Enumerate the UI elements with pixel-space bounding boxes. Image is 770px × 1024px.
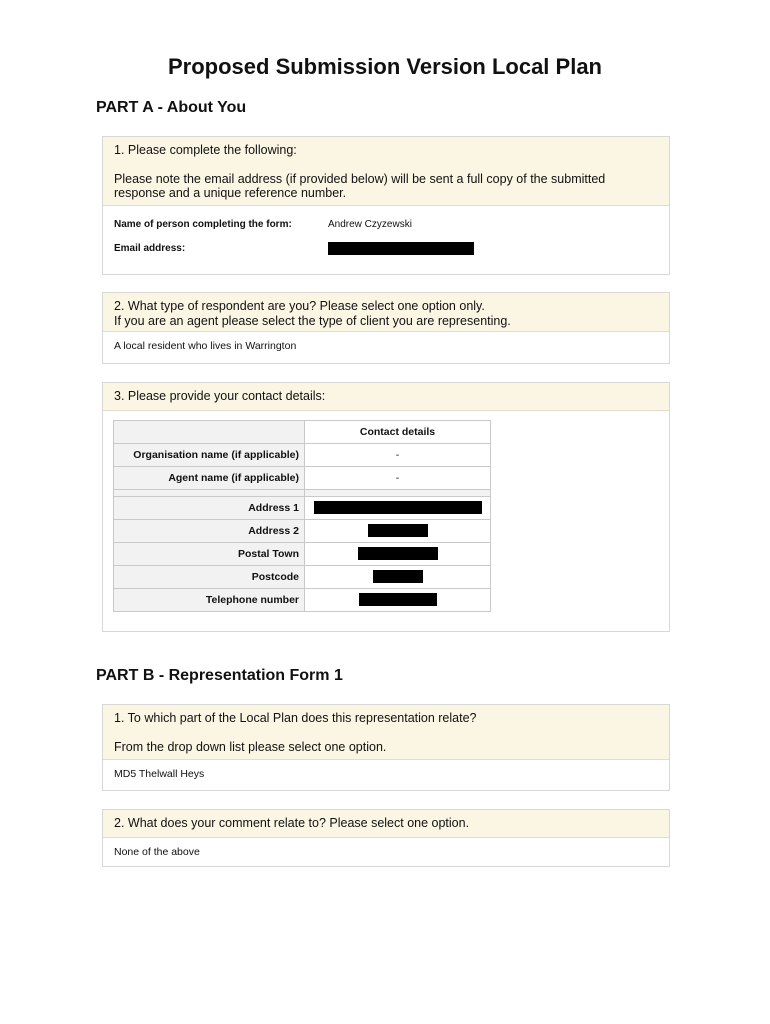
part-a-q2-prompt: 2. What type of respondent are you? Please select one option only.: [114, 299, 485, 313]
town-row: [114, 542, 491, 565]
spacer-cell-left: [114, 489, 305, 496]
part-b-q2-answer: None of the above: [114, 845, 200, 858]
address1-row: [114, 496, 491, 519]
agent-row: [114, 466, 491, 489]
email-redacted: [328, 242, 474, 255]
contact-details-table: [113, 420, 491, 612]
part-a-q1-prompt: 1. Please complete the following:: [114, 143, 297, 157]
name-row: [114, 216, 658, 232]
address2-redacted: [368, 524, 428, 537]
part-b-q2-panel: [102, 809, 670, 867]
part-b-q2-prompt: 2. What does your comment relate to? Please select one option.: [114, 816, 470, 830]
phone-label: Telephone number: [114, 588, 305, 611]
postcode-redacted: [373, 570, 423, 583]
part-b-q1-prompt: 1. To which part of the Local Plan does this representation relate?: [114, 711, 477, 725]
part-b-q1-answer: MD5 Thelwall Heys: [114, 768, 205, 780]
contact-header-row: [114, 420, 491, 443]
part-b-q1-panel: [102, 704, 670, 791]
phone-value: [305, 588, 491, 611]
table-corner: [114, 420, 305, 443]
part-b-q1-note: From the drop down list please select one option.: [114, 739, 387, 754]
phone-row: [114, 588, 491, 611]
part-a-q1-body: [103, 206, 669, 264]
org-row: [114, 443, 491, 466]
part-a-q3-panel: [102, 382, 670, 632]
address2-value: [305, 519, 491, 542]
address2-row: [114, 519, 491, 542]
agent-value: -: [305, 466, 491, 489]
part-a-q2-panel: [102, 292, 670, 364]
part-b-q2-header: [103, 810, 669, 838]
part-a-q2-note: If you are an agent please select the type of client you are representing.: [114, 313, 511, 328]
postcode-row: [114, 565, 491, 588]
address1-redacted: [314, 501, 482, 514]
part-a-q3-header: [103, 383, 669, 411]
address2-label: Address 2: [114, 519, 305, 542]
part-a-q3-prompt: 3. Please provide your contact details:: [114, 389, 326, 403]
postcode-label: Postcode: [114, 565, 305, 588]
town-label: Postal Town: [114, 542, 305, 565]
part-a-q1-panel: [102, 136, 670, 275]
part-b-q1-header: [103, 705, 669, 760]
town-redacted: [358, 547, 438, 560]
page-title: Proposed Submission Version Local Plan: [168, 54, 602, 79]
email-label: Email address:: [114, 242, 186, 254]
table-spacer-row: [114, 489, 491, 496]
part-a-q2-header: [103, 293, 669, 332]
part-b-heading: PART B - Representation Form 1: [96, 667, 343, 684]
part-a-q1-header: [103, 137, 669, 206]
email-row: [114, 240, 658, 256]
part-a-heading: PART A - About You: [96, 99, 247, 116]
part-a-q1-note: Please note the email address (if provided below) will be sent a full copy of the submitted response and a unique reference number.: [114, 171, 606, 200]
name-value: Andrew Czyzewski: [328, 218, 412, 230]
part-a-q2-answer: A local resident who lives in Warrington: [114, 340, 297, 352]
agent-label: Agent name (if applicable): [114, 466, 305, 489]
name-label: Name of person completing the form:: [114, 218, 292, 230]
org-label: Organisation name (if applicable): [114, 443, 305, 466]
phone-redacted: [359, 593, 437, 606]
contact-details-header: Contact details: [305, 420, 491, 443]
spacer-cell-right: [305, 489, 491, 496]
town-value: [305, 542, 491, 565]
org-value: -: [305, 443, 491, 466]
postcode-value: [305, 565, 491, 588]
address1-label: Address 1: [114, 496, 305, 519]
address1-value: [305, 496, 491, 519]
